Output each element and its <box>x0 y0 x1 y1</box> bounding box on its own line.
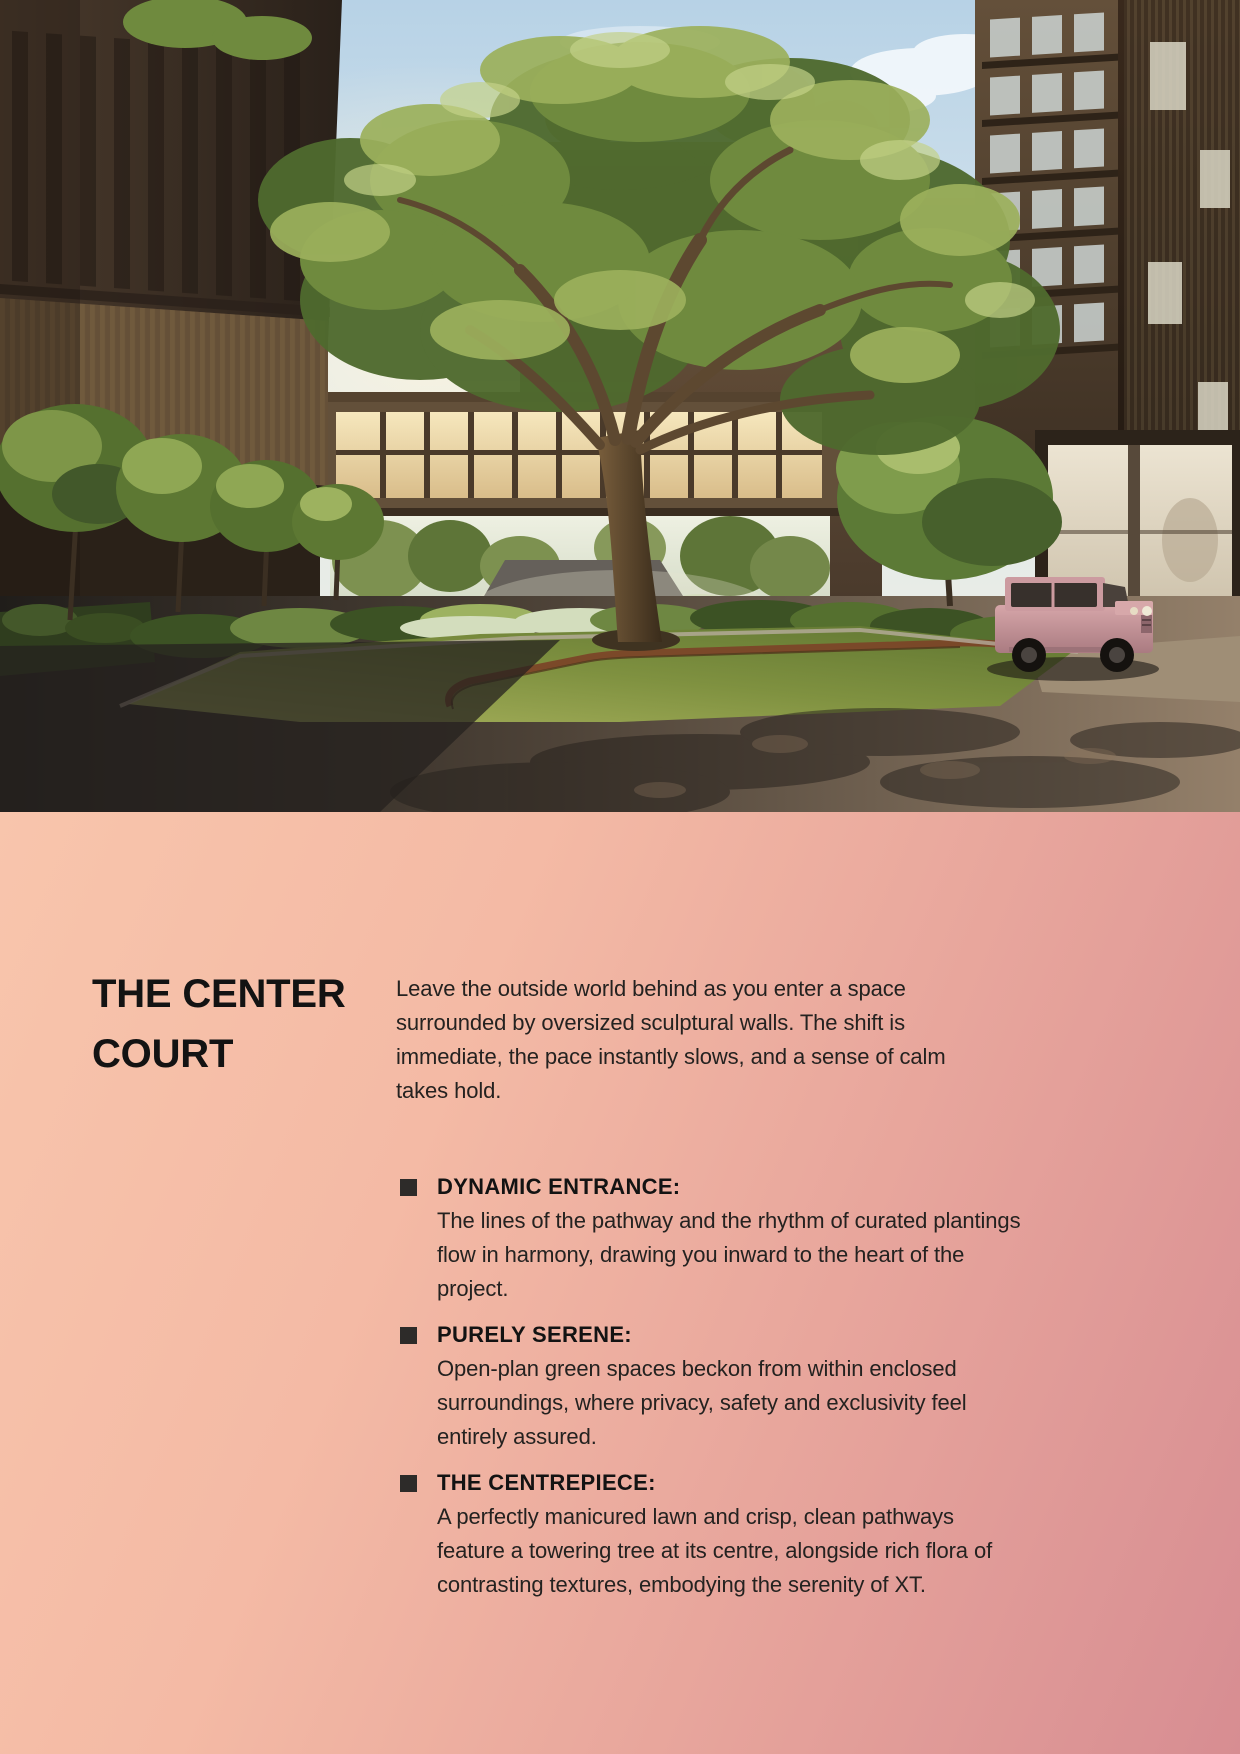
feature-list <box>396 1170 1036 1602</box>
bullet-title: PURELY SERENE: <box>437 1322 632 1347</box>
bullet-text <box>437 1466 1022 1602</box>
bullet-body: Open-plan green spaces beckon from within enclosed surroundings, where privacy, safety and exclusivity feel entirely assured. <box>437 1356 967 1449</box>
left-building <box>0 0 342 660</box>
square-bullet-icon <box>400 1475 417 1492</box>
list-item <box>396 1318 1036 1454</box>
section-body-column <box>396 972 1036 1602</box>
list-item <box>396 1466 1036 1602</box>
bullet-title: THE CENTREPIECE: <box>437 1470 656 1495</box>
section-title-line1: THE CENTER <box>92 972 346 1016</box>
courtyard-render <box>0 0 1240 812</box>
center-court-section <box>0 812 1240 1754</box>
bullet-body: The lines of the pathway and the rhythm of curated plantings flow in harmony, drawing you inward to the heart of the project. <box>437 1208 1021 1301</box>
square-bullet-icon <box>400 1327 417 1344</box>
section-title <box>92 964 346 1084</box>
list-item <box>396 1170 1036 1306</box>
square-bullet-icon <box>400 1179 417 1196</box>
bullet-body: A perfectly manicured lawn and crisp, clean pathways feature a towering tree at its centre, alongside rich flora of contrasting textures, embodying the serenity of XT. <box>437 1504 993 1597</box>
bullet-text <box>437 1318 1022 1454</box>
intro-paragraph: Leave the outside world behind as you enter a space surrounded by oversized sculptural walls. The shift is immediate, the pace instantly slows, and a sense of calm takes hold. <box>396 976 946 1103</box>
section-title-line2: COURT <box>92 1032 234 1076</box>
hero-image <box>0 0 1240 812</box>
bullet-title: DYNAMIC ENTRANCE: <box>437 1174 681 1199</box>
bullet-text <box>437 1170 1022 1306</box>
